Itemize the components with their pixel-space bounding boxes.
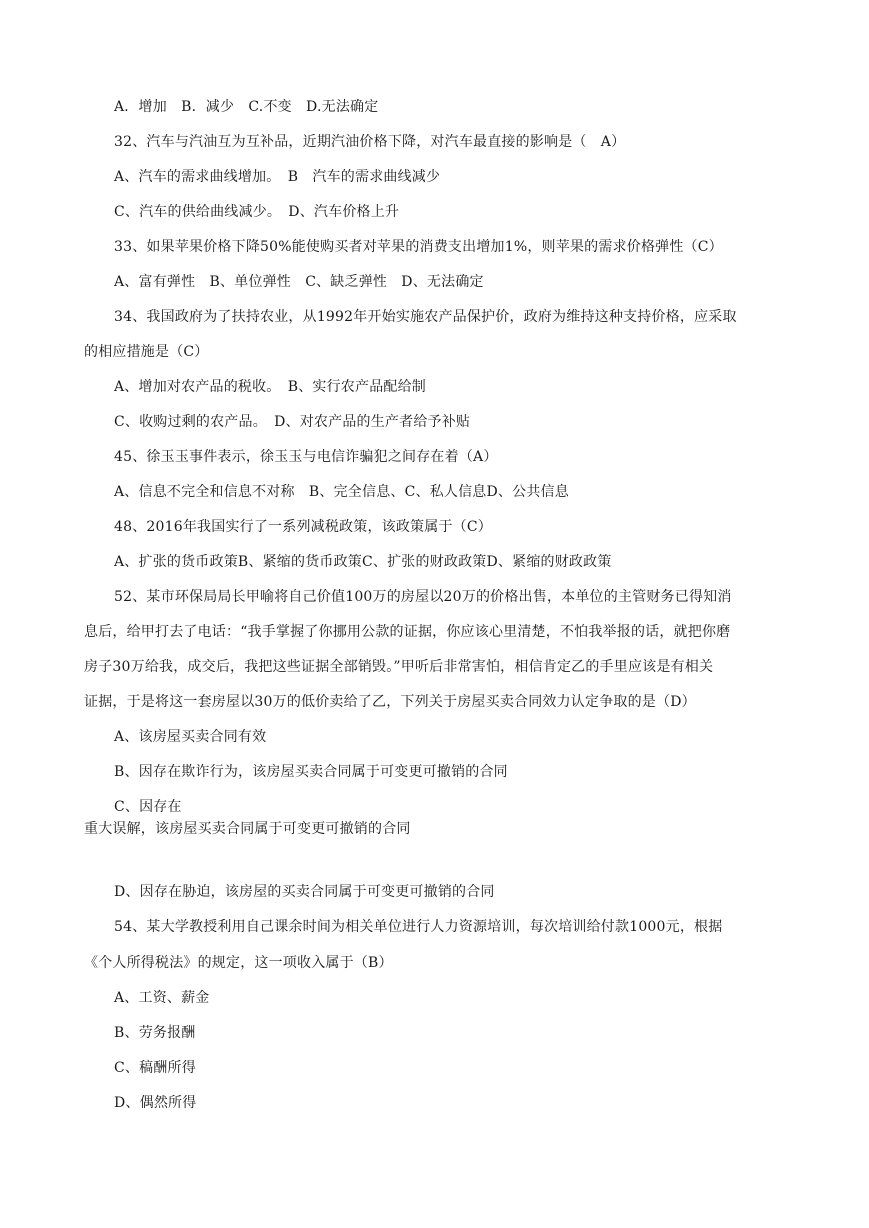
- option-line: D、因存在胁迫，该房屋的买卖合同属于可变更可撤销的合同: [114, 884, 495, 900]
- option-line: A、扩张的货币政策B、紧缩的货币政策C、扩张的财政政策D、紧缩的财政政策: [114, 554, 612, 570]
- question-48: 48、2016年我国实行了一系列减税政策，该政策属于（C）: [114, 519, 492, 535]
- option-line: D、偶然所得: [114, 1095, 197, 1111]
- question-32: 32、汽车与汽油互为互补品，近期汽油价格下降，对汽车最直接的影响是（ A）: [114, 134, 626, 150]
- question-34-continuation: 的相应措施是（C）: [84, 344, 209, 360]
- question-52-continuation: 房子30万给我，成交后，我把这些证据全部销毁。”甲听后非常害怕，相信肯定乙的手里应该是有相关: [84, 659, 714, 675]
- option-line: C、因存在: [114, 799, 182, 815]
- question-33: 33、如果苹果价格下降50%能使购买者对苹果的消费支出增加1%，则苹果的需求价格弹性（C）: [114, 239, 723, 255]
- option-line: B、因存在欺诈行为，该房屋买卖合同属于可变更可撤销的合同: [114, 764, 508, 780]
- question-52-continuation: 证据，于是将这一套房屋以30万的低价卖给了乙，下列关于房屋买卖合同效力认定争取的是（D）: [84, 694, 696, 710]
- question-54: 54、某大学教授利用自己课余时间为相关单位进行人力资源培训，每次培训给付款1000元，根据: [114, 919, 723, 935]
- option-line: A、信息不完全和信息不对称 B、完全信息、C、私人信息D、公共信息: [114, 484, 569, 500]
- option-line: C、收购过剩的农产品。 D、对农产品的生产者给予补贴: [114, 414, 471, 430]
- option-line: B、劳务报酬: [114, 1025, 196, 1041]
- question-52-continuation: 息后，给甲打去了电话：“我手掌握了你挪用公款的证据，你应该心里清楚，不怕我举报的话，就把你磨: [84, 624, 731, 640]
- option-line: C、稿酬所得: [114, 1060, 196, 1076]
- option-continuation: 重大误解，该房屋买卖合同属于可变更可撤销的合同: [84, 821, 411, 837]
- question-34: 34、我国政府为了扶持农业，从1992年开始实施农产品保护价，政府为维持这种支持价格，应采取: [114, 309, 737, 325]
- option-line: A、富有弹性 B、单位弹性 C、缺乏弹性 D、无法确定: [114, 274, 484, 290]
- question-45: 45、徐玉玉事件表示，徐玉玉与电信诈骗犯之间存在着（A）: [114, 449, 498, 465]
- question-52: 52、某市环保局局长甲喻将自己价值100万的房屋以20万的价格出售，本单位的主管财务已得知消: [114, 589, 732, 605]
- option-line: A、汽车的需求曲线增加。 B 汽车的需求曲线减少: [114, 169, 441, 185]
- option-line: A、工资、薪金: [114, 990, 210, 1006]
- option-line: A．增加 B．减少 C.不变 D.无法确定: [114, 99, 379, 115]
- option-line: C、汽车的供给曲线减少。 D、汽车价格上升: [114, 204, 400, 220]
- question-54-continuation: 《个人所得税法》的规定，这一项收入属于（B）: [84, 955, 393, 971]
- option-line: A、增加对农产品的税收。 B、实行农产品配给制: [114, 379, 426, 395]
- option-line: A、该房屋买卖合同有效: [114, 729, 267, 745]
